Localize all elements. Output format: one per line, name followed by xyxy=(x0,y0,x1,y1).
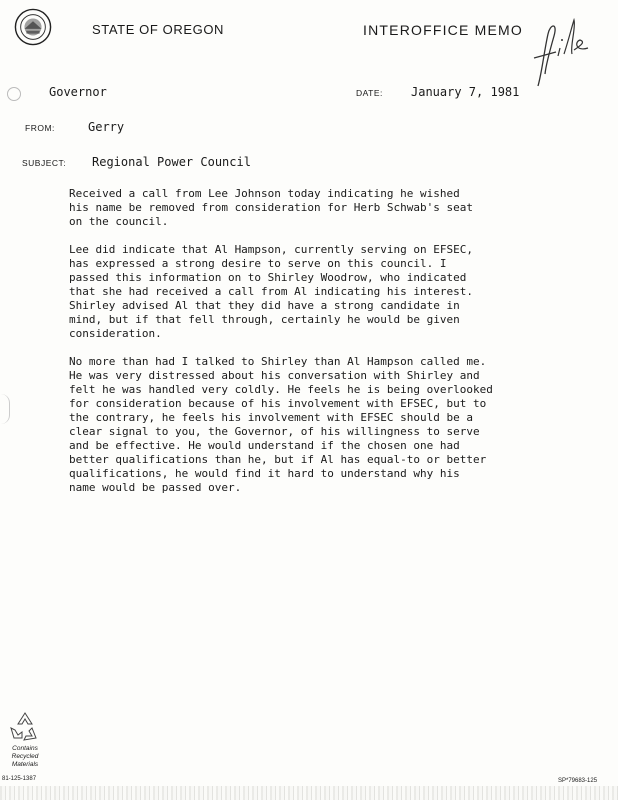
handwritten-file-note xyxy=(528,12,598,92)
body-paragraph-3: No more than had I talked to Shirley than Al Hampson called me. He was very distressed about his conversation with Shirley and felt he was handled very coldly. He feels he is being overlooked for consideration because of his involvement with EFSEC, but to the contrary, he feels his involvement with EFSEC should be a clear signal to you, the Governor, of his willingness to serve and be effective. He would understand if the chosen one had better qualifications than he, but if Al has equal-to or better qualifications, he would find it hard to understand why his name would be passed over. xyxy=(69,355,493,494)
body-paragraph-1: Received a call from Lee Johnson today indicating he wished his name be removed from consideration for Herb Schwab's seat on the council. xyxy=(69,187,473,228)
form-number: 81-125-1387 xyxy=(2,776,37,782)
from-label: FROM: xyxy=(25,123,55,133)
subject-value: Regional Power Council xyxy=(92,155,251,169)
state-seal-icon xyxy=(14,8,52,46)
memo-body xyxy=(69,187,539,509)
to-value: Governor xyxy=(49,85,107,99)
stock-number: SP*79683-125 xyxy=(558,778,598,784)
recycle-icon xyxy=(8,710,42,744)
from-value: Gerry xyxy=(88,120,125,134)
punch-hole-shadow xyxy=(1,394,10,424)
to-label-mark xyxy=(7,87,21,101)
scan-edge xyxy=(0,786,618,800)
agency-name: STATE OF OREGON xyxy=(92,22,225,37)
subject-label: SUBJECT: xyxy=(22,158,67,168)
body-paragraph-2: Lee did indicate that Al Hampson, currently serving on EFSEC, has expressed a strong desire to serve on this council. I passed this information on to Shirley Woodrow, who indicated that she had received a call from Al indicating his interest. Shirley advised Al that they did have a strong candidate in mind, but if that fell through, certainly he would be given consideration. xyxy=(69,243,473,340)
date-value: January 7, 1981 xyxy=(411,85,520,99)
date-label: DATE: xyxy=(356,88,383,98)
memo-title: INTEROFFICE MEMO xyxy=(363,22,523,38)
recycled-materials-label: Contains Recycled Materials xyxy=(11,745,39,768)
